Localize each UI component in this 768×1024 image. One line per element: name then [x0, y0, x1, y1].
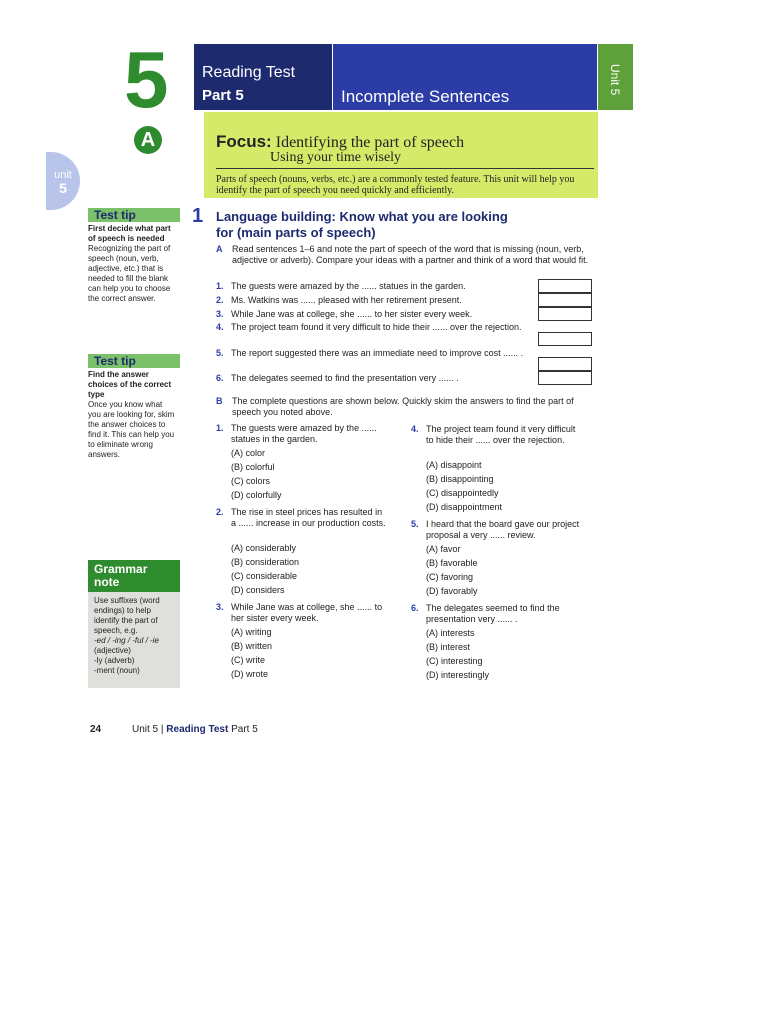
unit-tab-label: unit [54, 169, 72, 181]
test-tip-1-text: Recognizing the part of speech (noun, verb, adjective, etc.) that is needed to fill the blank can help you to choose the correct answer. [88, 244, 171, 303]
q3-option-a[interactable]: (A) writing [231, 627, 272, 637]
q2-option-b[interactable]: (B) consideration [231, 557, 300, 567]
side-tab-label: Unit 5 [608, 64, 622, 96]
test-tip-1-lead: First decide what part of speech is needed [88, 224, 171, 243]
header-title: Reading Test [202, 64, 296, 81]
side-tab [598, 44, 633, 110]
item-text: Ms. Watkins was ...... pleased with her retirement present. [231, 295, 462, 305]
header-title-block [194, 44, 332, 110]
q6-option-d[interactable]: (D) interestingly [426, 670, 490, 680]
question-number: 4. [411, 424, 419, 434]
answer-box-6[interactable] [538, 371, 592, 385]
unit-number: 5 [124, 35, 169, 124]
item-number: 6. [216, 373, 224, 383]
q6-option-a[interactable]: (A) interests [426, 628, 475, 638]
answer-box-2[interactable] [538, 293, 592, 307]
question-stem: The rise in steel prices has resulted in a ...... increase in our production costs. [231, 507, 386, 528]
answer-box-1[interactable] [538, 279, 592, 293]
item-text: The report suggested there was an immediate need to improve cost ...... . [231, 348, 524, 358]
header-subtitle: Incomplete Sentences [341, 87, 510, 106]
q1-option-c[interactable]: (C) colors [231, 476, 271, 486]
q5-option-d[interactable]: (D) favorably [426, 586, 478, 596]
question-stem: The project team found it very difficult to hide their ...... over the rejection. [426, 424, 576, 445]
question-stem: I heard that the board gave our project proposal a very ...... review. [426, 519, 580, 540]
test-tip-1 [88, 208, 180, 304]
item-number: 3. [216, 309, 224, 319]
question-stem: The delegates seemed to find the presentation very ...... . [426, 603, 560, 624]
question-number: 2. [216, 507, 224, 517]
q4-option-c[interactable]: (C) disappointedly [426, 488, 499, 498]
unit-tab [46, 152, 80, 210]
footer-part: Part 5 [231, 724, 258, 735]
header-subtitle-block [333, 44, 597, 110]
section-title: Language building: Know what you are looking for (main parts of speech) [216, 209, 508, 240]
question-stem: While Jane was at college, she ...... to her sister every week. [231, 602, 383, 623]
test-tip-2 [88, 354, 180, 460]
test-tip-1-heading: Test tip [88, 208, 180, 222]
unit-letter-badge: A [134, 126, 162, 154]
q2-option-a[interactable]: (A) considerably [231, 543, 297, 553]
focus-description: Parts of speech (nouns, verbs, etc.) are a commonly tested feature. This unit will help you identify the part of speech you need quickly and efficiently. [216, 174, 575, 196]
q5-option-b[interactable]: (B) favorable [426, 558, 478, 568]
q3-option-c[interactable]: (C) write [231, 655, 265, 665]
grammar-suffix-noun: -ment (noun) [94, 666, 140, 675]
focus-divider [216, 168, 594, 169]
part-b-letter: B [216, 396, 223, 406]
q2-option-c[interactable]: (C) considerable [231, 571, 298, 581]
item-number: 1. [216, 281, 224, 291]
q5-option-a[interactable]: (A) favor [426, 544, 461, 554]
q4-option-d[interactable]: (D) disappointment [426, 502, 503, 512]
grammar-note [88, 560, 180, 688]
item-number: 5. [216, 348, 224, 358]
q2-option-d[interactable]: (D) considers [231, 585, 285, 595]
item-text: The delegates seemed to find the presentation very ...... . [231, 373, 459, 383]
item-text: The guests were amazed by the ...... statues in the garden. [231, 281, 466, 291]
q5-option-c[interactable]: (C) favoring [426, 572, 474, 582]
focus-line2: Using your time wisely [270, 150, 402, 165]
question-number: 5. [411, 519, 419, 529]
grammar-suffix-adj: -ed / -ing / -ful / -ie [94, 636, 159, 645]
q3-option-b[interactable]: (B) written [231, 641, 273, 651]
grammar-note-heading: Grammar note [88, 560, 180, 592]
q6-option-b[interactable]: (B) interest [426, 642, 471, 652]
part-a-letter: A [216, 244, 223, 254]
focus-text1: Identifying the part of speech [275, 134, 465, 151]
grammar-intro: Use suffixes (word endings) to help identify the part of speech, e.g. [94, 596, 160, 635]
item-text: While Jane was at college, she ...... to her sister every week. [231, 309, 473, 319]
question-stem: The guests were amazed by the ...... statues in the garden. [231, 423, 377, 444]
page-number: 24 [90, 724, 102, 735]
focus-label: Focus: [216, 132, 272, 151]
question-number: 1. [216, 423, 224, 433]
footer-unit: Unit 5 | [132, 724, 164, 735]
item-text: The project team found it very difficult to hide their ...... over the rejection. [231, 322, 522, 332]
q1-option-d[interactable]: (D) colorfully [231, 490, 282, 500]
part-a-instruction: Read sentences 1–6 and note the part of speech of the word that is missing (noun, verb, adjective or adverb). Compare your ideas with a partner and think of a word that would fit. [232, 244, 589, 265]
test-tip-2-body [88, 370, 176, 460]
grammar-adj-label: (adjective) [94, 646, 131, 655]
focus-line1 [216, 132, 464, 152]
grammar-suffix-adv: -ly (adverb) [94, 656, 135, 665]
footer-section: Reading Test [166, 724, 229, 735]
answer-box-3[interactable] [538, 307, 592, 321]
test-tip-1-body [88, 224, 176, 304]
test-tip-2-heading: Test tip [88, 354, 180, 368]
section-number: 1 [192, 205, 204, 227]
focus-box [204, 112, 598, 198]
question-number: 3. [216, 602, 224, 612]
unit-tab-number: 5 [59, 180, 67, 196]
test-tip-2-text: Once you know what you are looking for, skim the answer choices to find it. This can help you to eliminate wrong answers. [88, 400, 175, 459]
footer-text [132, 724, 258, 735]
item-number: 2. [216, 295, 224, 305]
grammar-note-body [88, 592, 180, 688]
q4-option-a[interactable]: (A) disappoint [426, 460, 482, 470]
q1-option-a[interactable]: (A) color [231, 448, 266, 458]
part-b-instruction: The complete questions are shown below. Quickly skim the answers to find the part of speech you noted above. [232, 396, 574, 417]
answer-box-4[interactable] [538, 332, 592, 346]
item-number: 4. [216, 322, 224, 332]
q4-option-b[interactable]: (B) disappointing [426, 474, 494, 484]
answer-box-5[interactable] [538, 357, 592, 371]
test-tip-2-lead: Find the answer choices of the correct type [88, 370, 172, 399]
question-number: 6. [411, 603, 419, 613]
q6-option-c[interactable]: (C) interesting [426, 656, 483, 666]
q1-option-b[interactable]: (B) colorful [231, 462, 275, 472]
header-part: Part 5 [202, 87, 244, 104]
q3-option-d[interactable]: (D) wrote [231, 669, 269, 679]
